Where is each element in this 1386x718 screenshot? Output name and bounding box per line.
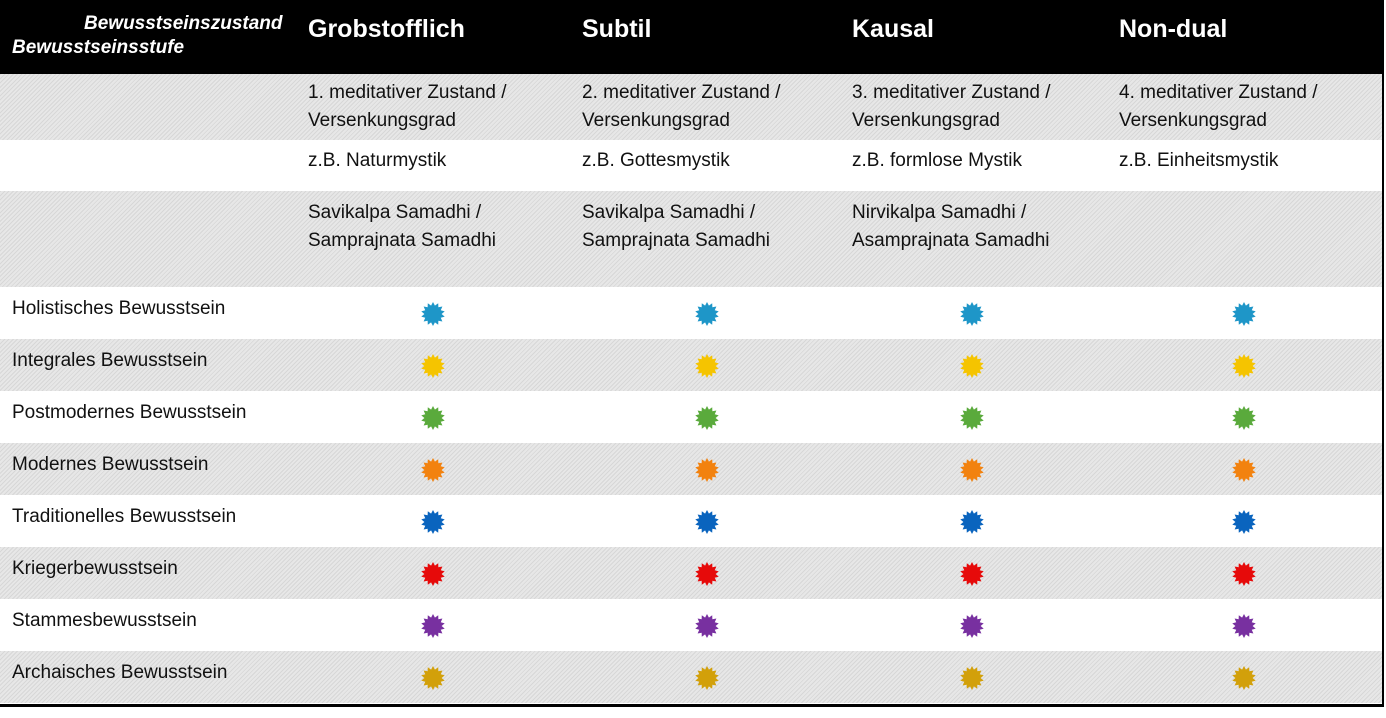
star-burst-icon xyxy=(959,509,985,535)
star-burst-icon xyxy=(1231,613,1257,639)
star-burst-icon xyxy=(420,353,446,379)
star-burst-icon xyxy=(959,561,985,587)
table-header xyxy=(0,0,1383,74)
star-burst-icon xyxy=(420,509,446,535)
info-row-mysticism xyxy=(0,140,1383,191)
table-bottom-border xyxy=(0,704,1383,707)
star-burst-icon xyxy=(420,301,446,327)
star-burst-icon xyxy=(1231,457,1257,483)
info-cell: z.B. formlose Mystik xyxy=(852,150,1022,171)
stage-label: Postmodernes Bewusstsein xyxy=(12,402,247,423)
star-burst-icon xyxy=(694,613,720,639)
info-line: 3. meditativer Zustand / xyxy=(852,82,1051,103)
stage-label: Stammesbewusstsein xyxy=(12,610,197,631)
info-line: Asamprajnata Samadhi xyxy=(852,230,1050,251)
star-burst-icon xyxy=(959,301,985,327)
star-burst-icon xyxy=(959,405,985,431)
star-burst-icon xyxy=(1231,509,1257,535)
info-line: Nirvikalpa Samadhi / xyxy=(852,202,1027,223)
column-header-non-dual: Non-dual xyxy=(1119,15,1228,43)
table-row xyxy=(0,391,1383,443)
star-burst-icon xyxy=(420,561,446,587)
info-cell: z.B. Gottesmystik xyxy=(582,150,730,171)
star-burst-icon xyxy=(694,301,720,327)
info-cell xyxy=(582,199,770,255)
info-line: Samprajnata Samadhi xyxy=(582,230,770,251)
table-row xyxy=(0,495,1383,547)
info-line: Versenkungsgrad xyxy=(582,110,730,131)
stage-label: Archaisches Bewusstsein xyxy=(12,662,228,683)
corner-state-label: Bewusstseinszustand xyxy=(84,13,283,34)
table-row xyxy=(0,287,1383,339)
info-line: Versenkungsgrad xyxy=(308,110,456,131)
table-row xyxy=(0,547,1383,599)
column-header-grobstofflich: Grobstofflich xyxy=(308,15,465,43)
star-burst-icon xyxy=(694,457,720,483)
info-line: Savikalpa Samadhi / xyxy=(582,202,756,223)
info-cell xyxy=(582,79,781,135)
star-burst-icon xyxy=(420,405,446,431)
star-burst-icon xyxy=(694,665,720,691)
column-header-subtil: Subtil xyxy=(582,15,652,43)
star-burst-icon xyxy=(694,561,720,587)
info-cell xyxy=(1119,79,1318,135)
table-right-border xyxy=(1382,0,1384,707)
star-burst-icon xyxy=(420,665,446,691)
info-line: 4. meditativer Zustand / xyxy=(1119,82,1318,103)
info-cell xyxy=(852,79,1051,135)
corner-stage-label: Bewusstseinsstufe xyxy=(12,37,185,58)
star-burst-icon xyxy=(1231,665,1257,691)
star-burst-icon xyxy=(959,457,985,483)
table-row xyxy=(0,443,1383,495)
corner-header xyxy=(12,12,302,60)
table-row xyxy=(0,599,1383,651)
info-line: 2. meditativer Zustand / xyxy=(582,82,781,103)
star-burst-icon xyxy=(959,353,985,379)
info-row-meditative-state xyxy=(0,74,1383,140)
star-burst-icon xyxy=(694,509,720,535)
stage-label: Integrales Bewusstsein xyxy=(12,350,208,371)
info-cell: z.B. Naturmystik xyxy=(308,150,447,171)
info-row-samadhi xyxy=(0,191,1383,287)
info-cell xyxy=(852,199,1050,255)
info-line: Savikalpa Samadhi / xyxy=(308,202,482,223)
star-burst-icon xyxy=(420,613,446,639)
star-burst-icon xyxy=(959,665,985,691)
star-burst-icon xyxy=(1231,561,1257,587)
stage-label: Traditionelles Bewusstsein xyxy=(12,506,237,527)
column-header-kausal: Kausal xyxy=(852,15,934,43)
table-row xyxy=(0,339,1383,391)
star-burst-icon xyxy=(1231,405,1257,431)
star-burst-icon xyxy=(694,405,720,431)
info-cell: z.B. Einheitsmystik xyxy=(1119,150,1279,171)
info-line: Versenkungsgrad xyxy=(1119,110,1267,131)
info-line: Versenkungsgrad xyxy=(852,110,1000,131)
info-line: Samprajnata Samadhi xyxy=(308,230,496,251)
stage-label: Holistisches Bewusstsein xyxy=(12,298,226,319)
star-burst-icon xyxy=(1231,353,1257,379)
table-row xyxy=(0,651,1383,703)
stage-label: Modernes Bewusstsein xyxy=(12,454,209,475)
info-line: 1. meditativer Zustand / xyxy=(308,82,507,103)
star-burst-icon xyxy=(1231,301,1257,327)
info-cell xyxy=(308,199,496,255)
star-burst-icon xyxy=(694,353,720,379)
info-cell xyxy=(308,79,507,135)
star-burst-icon xyxy=(420,457,446,483)
star-burst-icon xyxy=(959,613,985,639)
stage-label: Kriegerbewusstsein xyxy=(12,558,178,579)
